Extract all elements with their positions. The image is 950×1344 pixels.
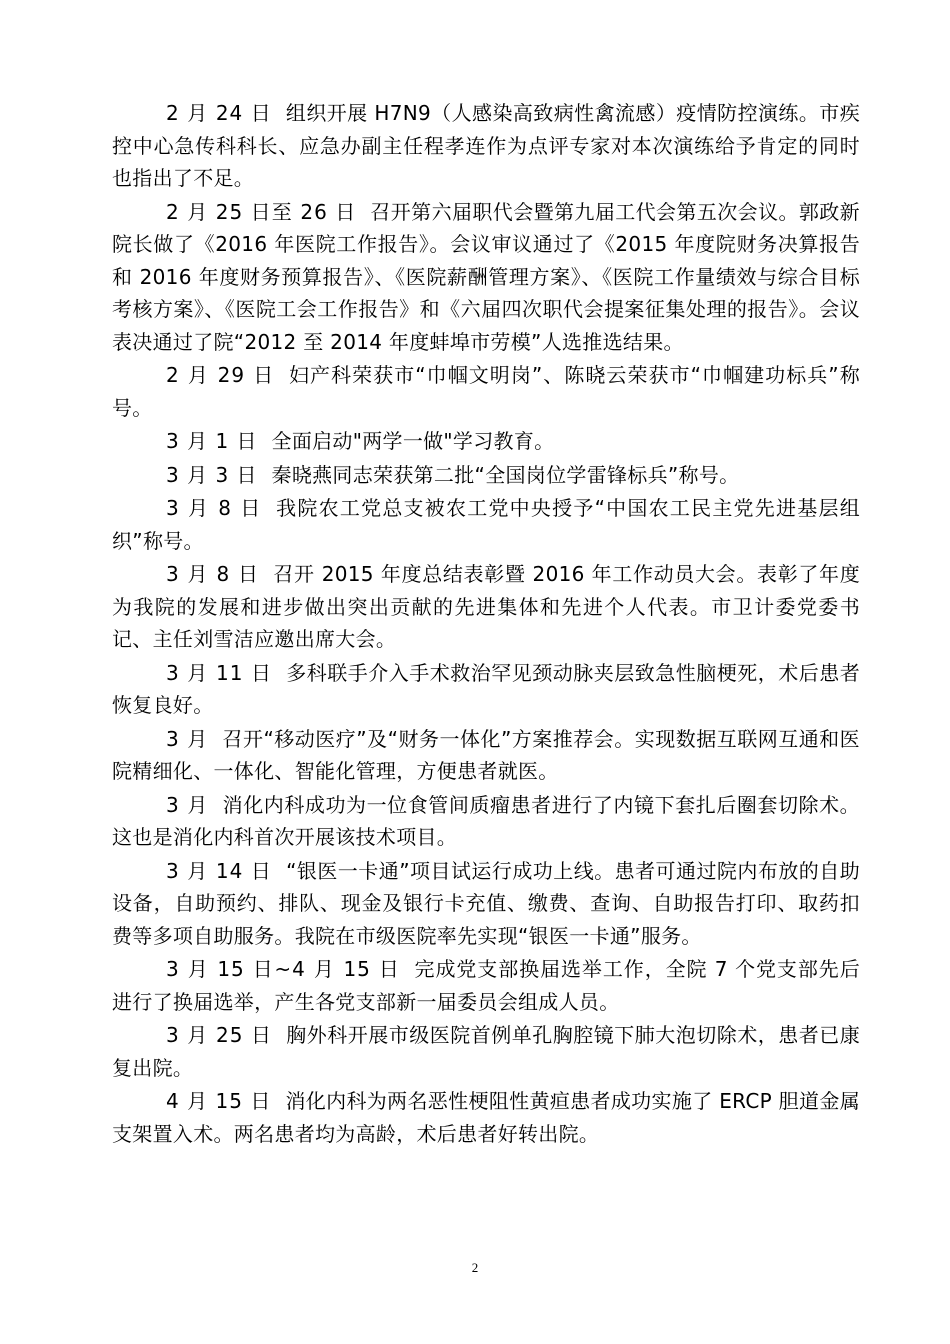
entry-text: 消化内科成功为一位食管间质瘤患者进行了内镜下套扎后圈套切除术。这也是消化内科首次开展该技术项目。	[112, 792, 860, 849]
entry-date: 3 月 3 日	[166, 462, 258, 487]
chronicle-entry	[112, 657, 860, 722]
entry-date: 3 月	[166, 792, 209, 817]
entry-text: 多科联手介入手术救治罕见颈动脉夹层致急性脑梗死，术后患者恢复良好。	[112, 660, 861, 717]
entry-date: 3 月 14 日	[166, 858, 273, 883]
entry-text: 组织开展 H7N9（人感染高致病性禽流感）疫情防控演练。市疾控中心急传科科长、应急办副主任程孝连作为点评专家对本次演练给予肯定的同时也指出了不足。	[112, 101, 860, 190]
chronicle-entry	[112, 359, 860, 424]
entry-date: 3 月 11 日	[166, 660, 273, 685]
chronicle-entry	[112, 196, 860, 359]
chronicle-entry	[112, 855, 860, 953]
chronicle-entry	[112, 492, 860, 557]
entry-date: 3 月 8 日	[166, 562, 260, 586]
entry-text: 召开第六届职代会暨第九届工代会第五次会议。郭政新院长做了《2016 年医院工作报告》。会议审议通过了《2015 年度院财务决算报告和 2016 年度财务预算报告》、《医院薪酬管理方案》、《医院工作量绩效与综合目标考核方案》、《医院工会工作报告》和《六届四次职代会提案征集处理的报告》。会议表决通过了院“2012 至 2014 年度蚌埠市劳模”人选推选结果。	[112, 199, 860, 354]
entry-date: 2 月 24 日	[166, 101, 272, 125]
entry-text: 秦晓燕同志荣获第二批“全国岗位学雷锋标兵”称号。	[271, 462, 740, 487]
entry-date: 3 月 8 日	[166, 496, 263, 520]
entry-date: 4 月 15 日	[166, 1089, 272, 1113]
chronicle-entry	[112, 723, 860, 788]
chronicle-entry	[112, 97, 860, 195]
chronicle-entry	[112, 1019, 860, 1084]
entry-text: 我院农工党总支被农工党中央授予“中国农工民主党先进基层组织”称号。	[112, 496, 860, 553]
entry-date: 2 月 25 日至 26 日	[166, 199, 357, 224]
chronicle-entry	[112, 1085, 860, 1150]
entry-date: 3 月	[166, 726, 209, 751]
chronicle-entry	[112, 953, 860, 1018]
entry-text: 召开“移动医疗”及“财务一体化”方案推荐会。实现数据互联网互通和医院精细化、一体化、智能化管理，方便患者就医。	[112, 726, 860, 783]
entry-date: 2 月 29 日	[166, 363, 275, 387]
chronicle-entry	[112, 789, 860, 854]
entry-text: 全面启动"两学一做"学习教育。	[271, 429, 555, 453]
entry-text: 召开 2015 年度总结表彰暨 2016 年工作动员大会。表彰了年度为我院的发展和进步做出突出贡献的先进集体和先进个人代表。市卫计委党委书记、主任刘雪洁应邀出席大会。	[112, 562, 860, 651]
chronicle-entry	[112, 558, 860, 656]
entry-date: 3 月 25 日	[166, 1023, 273, 1047]
page-number: 2	[471, 1260, 479, 1275]
entry-text: 妇产科荣获市“巾帼文明岗”、陈晓云荣获市“巾帼建功标兵”称号。	[112, 363, 860, 420]
chronicle-entries	[112, 97, 860, 1151]
entry-date: 3 月 15 日~4 月 15 日	[166, 957, 401, 981]
entry-date: 3 月 1 日	[166, 429, 258, 453]
entry-text: 消化内科为两名恶性梗阻性黄疸患者成功实施了 ERCP 胆道金属支架置入术。两名患者均为高龄，术后患者好转出院。	[112, 1089, 860, 1146]
entry-text: “银医一卡通”项目试运行成功上线。患者可通过院内布放的自助设备，自助预约、排队、现金及银行卡充值、缴费、查询、自助报告打印、取药扣费等多项自助服务。我院在市级医院率先实现“银医一卡通”服务。	[112, 858, 861, 948]
chronicle-entry	[112, 459, 860, 492]
chronicle-entry	[112, 425, 860, 458]
entry-text: 胸外科开展市级医院首例单孔胸腔镜下肺大泡切除术，患者已康复出院。	[112, 1023, 861, 1080]
entry-text: 完成党支部换届选举工作，全院 7 个党支部先后进行了换届选举，产生各党支部新一届委员会组成人员。	[112, 957, 861, 1014]
